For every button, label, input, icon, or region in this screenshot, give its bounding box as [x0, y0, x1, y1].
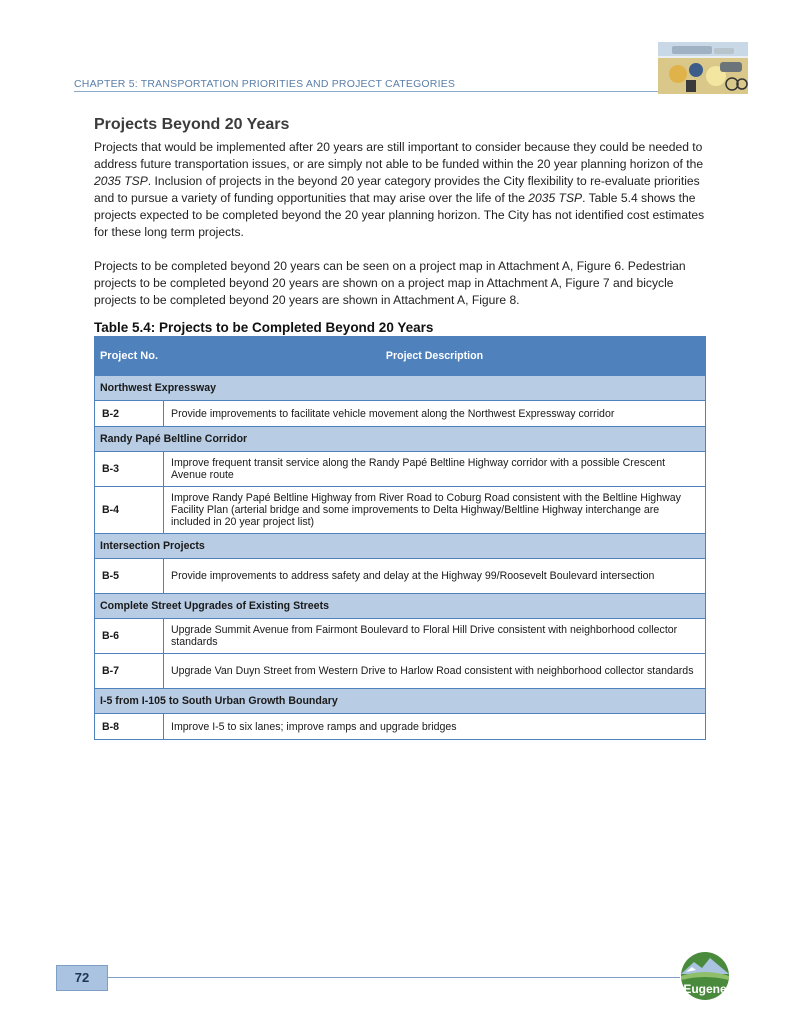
table-row — [95, 559, 706, 594]
project-no: B-4 — [95, 487, 164, 534]
page-number: 72 — [56, 965, 108, 991]
maps-paragraph: Projects to be completed beyond 20 years can be seen on a project map in Attachment A, Figure 6. Pedestrian projects to be completed beyond 20 years are shown on a project map in Attachment A, Figure 7 and bicycle projects to be completed beyond 20 years are shown in Attachment A, Figure 8. — [94, 259, 686, 307]
projects-table — [94, 336, 706, 740]
project-description: Improve I-5 to six lanes; improve ramps and upgrade bridges — [164, 714, 706, 740]
project-no: B-2 — [95, 401, 164, 427]
project-no: B-8 — [95, 714, 164, 740]
group-row — [95, 427, 706, 452]
table-header-row — [95, 337, 706, 376]
project-no: B-6 — [95, 619, 164, 654]
chapter-header: CHAPTER 5: TRANSPORTATION PRIORITIES AND PROJECT CATEGORIES — [74, 78, 456, 90]
group-row — [95, 534, 706, 559]
project-no: B-5 — [95, 559, 164, 594]
table-row — [95, 619, 706, 654]
group-label: Randy Papé Beltline Corridor — [95, 427, 706, 452]
project-no: B-3 — [95, 452, 164, 487]
transportation-collage-icon — [658, 42, 748, 94]
section-title: Projects Beyond 20 Years — [94, 116, 290, 133]
table-row — [95, 401, 706, 427]
group-label: Northwest Expressway — [95, 376, 706, 401]
table-row — [95, 452, 706, 487]
project-description: Upgrade Van Duyn Street from Western Drive to Harlow Road consistent with neighborhood collector standards — [164, 654, 706, 689]
intro-paragraph: Projects that would be implemented after 20 years are still important to consider because they could be needed to address future transportation issues, or are simply not able to be funded within the 20 year planning horizon of the 2035 TSP. Inclusion of projects in the beyond 20 year category provides the City flexibility to re-evaluate priorities and to pursue a variety of funding opportunities that may arise over the life of the 2035 TSP. Table 5.4 shows the projects expected to be completed beyond the 20 year planning horizon. The City has not identified cost estimates for these long term projects. — [94, 140, 705, 239]
group-label: Complete Street Upgrades of Existing Streets — [95, 594, 706, 619]
table-row — [95, 487, 706, 534]
header-project-description: Project Description — [164, 337, 706, 376]
project-no: B-7 — [95, 654, 164, 689]
footer-rule — [108, 977, 680, 978]
project-description: Provide improvements to address safety and delay at the Highway 99/Roosevelt Boulevard intersection — [164, 559, 706, 594]
group-row — [95, 376, 706, 401]
project-description: Improve frequent transit service along the Randy Papé Beltline Highway corridor with a possible Crescent Avenue route — [164, 452, 706, 487]
logo-text: Eugene — [683, 982, 727, 996]
group-label: Intersection Projects — [95, 534, 706, 559]
eugene-logo-icon — [676, 950, 734, 1002]
table-caption: Table 5.4: Projects to be Completed Beyond 20 Years — [94, 320, 434, 335]
header-rule — [74, 91, 664, 92]
group-label: I-5 from I-105 to South Urban Growth Boundary — [95, 689, 706, 714]
group-row — [95, 689, 706, 714]
group-row — [95, 594, 706, 619]
table-row — [95, 654, 706, 689]
project-description: Upgrade Summit Avenue from Fairmont Boulevard to Floral Hill Drive consistent with neighborhood collector standards — [164, 619, 706, 654]
header-project-no: Project No. — [95, 337, 164, 376]
table-row — [95, 714, 706, 740]
project-description: Improve Randy Papé Beltline Highway from River Road to Coburg Road consistent with the Beltline Highway Facility Plan (arterial bridge and some improvements to Delta Highway/Beltline Highway interchange are included in 20 year project list) — [164, 487, 706, 534]
project-description: Provide improvements to facilitate vehicle movement along the Northwest Expressway corridor — [164, 401, 706, 427]
